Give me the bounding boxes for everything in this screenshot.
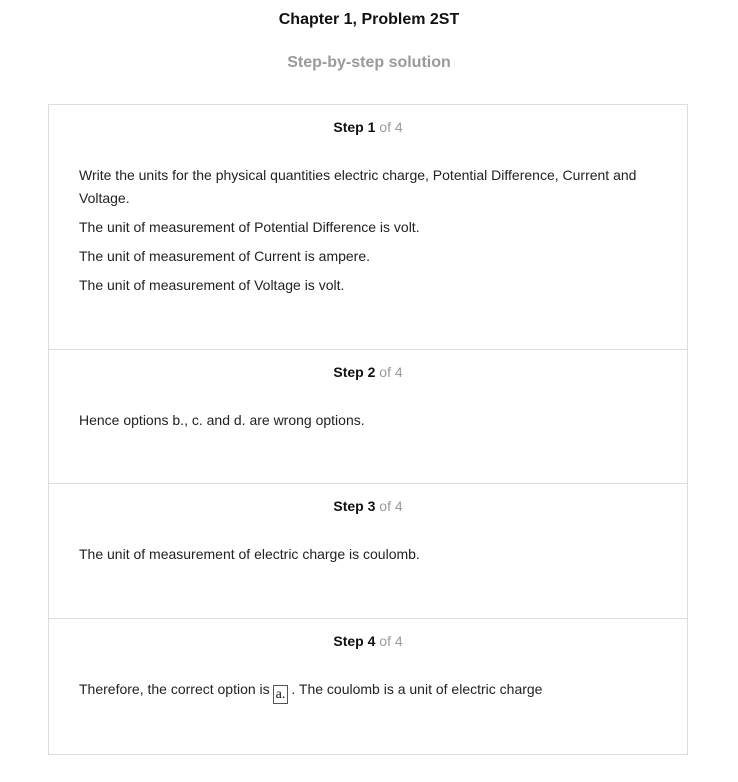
- step-3: [49, 484, 687, 619]
- final-answer-prefix: Therefore, the correct option is: [79, 681, 270, 697]
- step-paragraph: The unit of measurement of electric charge is coulomb.: [79, 546, 420, 562]
- step-number: 3: [367, 498, 376, 514]
- final-answer-suffix: . The coulomb is a unit of electric charge: [291, 681, 543, 697]
- step-4-header: [49, 633, 687, 649]
- step-total: of 4: [379, 633, 403, 649]
- step-2-body: [79, 409, 659, 438]
- step-2-header: [49, 364, 687, 380]
- step-total: of 4: [379, 364, 403, 380]
- step-label: Step: [333, 633, 364, 649]
- step-paragraph: The unit of measurement of Current is ampere.: [79, 248, 371, 264]
- step-4-body: [79, 678, 659, 710]
- step-total: of 4: [379, 498, 403, 514]
- step-paragraph: Write the units for the physical quantities electric charge, Potential Difference, Current and Voltage.: [79, 167, 637, 206]
- step-3-body: [79, 543, 659, 572]
- step-1-header: [49, 119, 687, 135]
- final-answer-box: a.: [273, 685, 289, 704]
- page-title: Chapter 1, Problem 2ST: [278, 11, 460, 28]
- page-subtitle: Step-by-step solution: [287, 54, 451, 71]
- step-total: of 4: [379, 119, 403, 135]
- step-2: [49, 350, 687, 484]
- step-number: 4: [367, 633, 376, 649]
- final-answer-sentence: [79, 678, 659, 704]
- step-1: [49, 105, 687, 350]
- step-number: 2: [367, 364, 376, 380]
- step-number: 1: [367, 119, 376, 135]
- step-paragraph: The unit of measurement of Voltage is volt.: [79, 277, 345, 293]
- step-1-body: [79, 164, 659, 303]
- step-4: [49, 619, 687, 754]
- step-3-header: [49, 498, 687, 514]
- step-paragraph: Hence options b., c. and d. are wrong options.: [79, 412, 365, 428]
- step-label: Step: [333, 364, 364, 380]
- step-paragraph: The unit of measurement of Potential Difference is volt.: [79, 219, 420, 235]
- step-label: Step: [333, 119, 364, 135]
- solution-container: [48, 104, 688, 755]
- step-label: Step: [333, 498, 364, 514]
